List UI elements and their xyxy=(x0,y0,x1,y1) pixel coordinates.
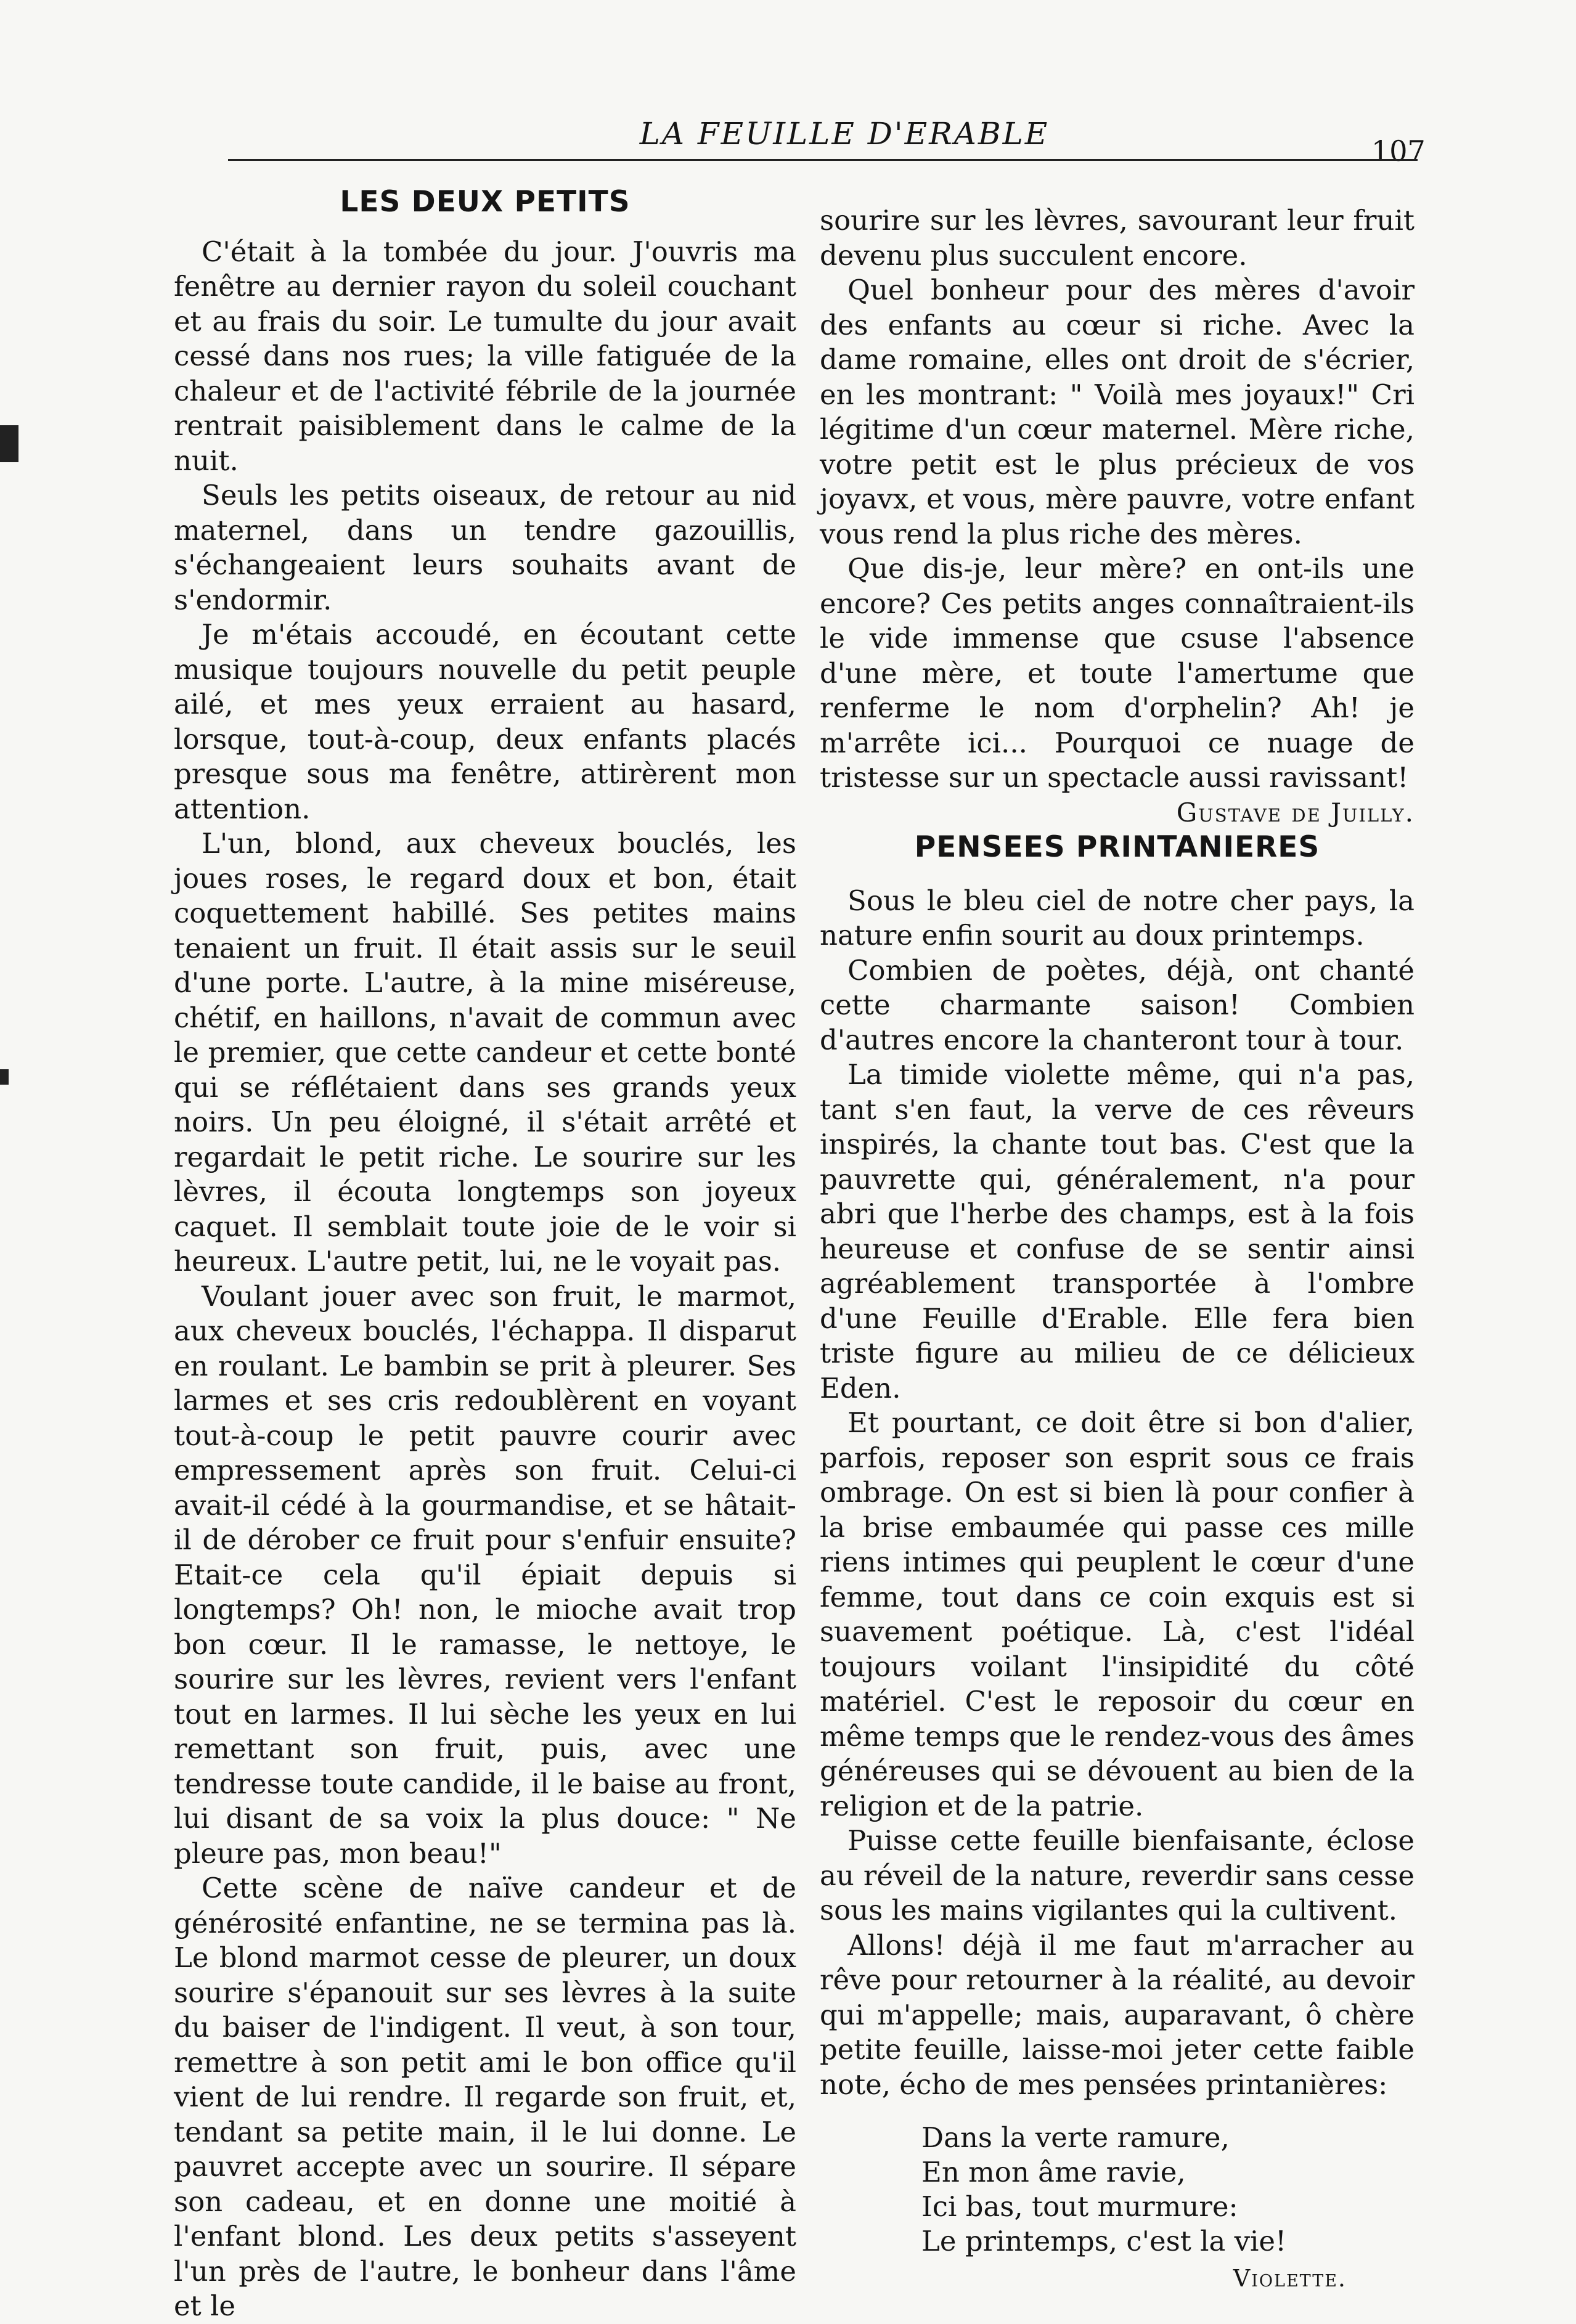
paragraph: Cette scène de naïve candeur et de générosité enfantine, ne se termina pas là. Le blond marmot cesse de pleurer, un doux sourire s'épanouit sur ses lèvres à la suite du baiser de l'indigent. Il veut, à son tour, remettre à son petit ami le bon office qu'il vient de lui rendre. Il regarde son fruit, et, tendant sa petite main, il le lui donne. Le pauvret accepte avec un sourire. Il sépare son cadeau, et en donne une moitié à l'enfant blond. Les deux petits s'asseyent l'un près de l'autre, le bonheur dans l'âme et le xyxy=(174,1872,796,2322)
paragraph: Allons! déjà il me faut m'arracher au rêve pour retourner à la réalité, au devoir qui m'appelle; mais, auparavant, ô chère petite feuille, laisse-moi jeter cette faible note, écho de mes pensées printanières: xyxy=(820,1928,1415,2101)
author-signature: Violette. xyxy=(1233,2265,1347,2292)
paragraph: C'était à la tombée du jour. J'ouvris ma fenêtre au dernier rayon du soleil couchant et au frais du soir. Le tumulte du jour avait cessé dans nos rues; la ville fatiguée de la chaleur et de l'activité fébrile de la journée rentrait paisiblement dans le calme de la nuit. xyxy=(174,235,796,477)
left-column xyxy=(174,185,796,2324)
poem xyxy=(921,2121,1415,2259)
journal-title: LA FEUILLE D'ERABLE xyxy=(639,116,1050,152)
article-title: LES DEUX PETITS xyxy=(340,185,631,219)
right-column xyxy=(820,203,1415,2296)
paragraph: Quel bonheur pour des mères d'avoir des enfants au cœur si riche. Avec la dame romaine, elles ont droit de s'écrier, en les montrant: " Voilà mes joyaux!" Cri légitime d'un cœur maternel. Mère riche, votre petit est le plus précieux de vos joyavx, et vous, mère pauvre, votre enfant vous rend la plus riche des mères. xyxy=(820,274,1415,550)
poem-line: Dans la verte ramure, xyxy=(921,2121,1230,2154)
poem-line: Ici bas, tout murmure: xyxy=(921,2190,1238,2223)
header-rule xyxy=(228,159,1418,161)
paragraph: La timide violette même, qui n'a pas, tant s'en faut, la verve de ces rêveurs inspirés, la chante tout bas. C'est que la pauvrette qui, généralement, n'a pour abri que l'herbe des champs, est à la fois heureuse et confuse de se sentir ainsi agréablement transportée à l'ombre d'une Feuille d'Erable. Elle fera bien triste figure au milieu de ce délicieux Eden. xyxy=(820,1058,1415,1405)
paragraph: Sous le bleu ciel de notre cher pays, la nature enfin sourit au doux printemps. xyxy=(820,884,1415,952)
paragraph: Voulant jouer avec son fruit, le marmot, aux cheveux bouclés, l'échappa. Il disparut en roulant. Le bambin se prit à pleurer. Ses larmes et ses cris redoublèrent en voyant tout-à-coup le petit pauvre courir avec empressement après son fruit. Celui-ci avait-il cédé à la gourmandise, et se hâtait-il de dérober ce fruit pour s'enfuir ensuite? Etait-ce cela qu'il épiait depuis si longtemps? Oh! non, le mioche avait trop bon cœur. Il le ramasse, le nettoye, le sourire sur les lèvres, revient vers l'enfant tout en larmes. Il lui sèche les yeux en lui remettant son fruit, puis, avec une tendresse toute candide, il le baise au front, lui disant de sa voix la plus douce: " Ne pleure pas, mon beau!" xyxy=(174,1279,796,1870)
paragraph: Puisse cette feuille bienfaisante, éclose au réveil de la nature, reverdir sans cesse sous les mains vigilantes qui la cultivent. xyxy=(820,1824,1415,1926)
margin-mark xyxy=(0,425,18,462)
article-title: PENSEES PRINTANIERES xyxy=(914,830,1320,864)
poem-line: En mon âme ravie, xyxy=(921,2156,1186,2188)
poem-line: Le printemps, c'est la vie! xyxy=(921,2225,1287,2257)
paragraph xyxy=(820,552,1415,828)
author-signature: Gustave de Juilly. xyxy=(1176,797,1415,828)
paragraph: Seuls les petits oiseaux, de retour au nid maternel, dans un tendre gazouillis, s'échangeaient leurs souhaits avant de s'endormir. xyxy=(174,479,796,616)
margin-mark xyxy=(0,1069,9,1085)
page-number: 107 xyxy=(1371,134,1426,168)
paragraph: sourire sur les lèvres, savourant leur fruit devenu plus succulent encore. xyxy=(820,204,1415,272)
paragraph: Et pourtant, ce doit être si bon d'alier, parfois, reposer son esprit sous ce frais ombrage. On est si bien là pour confier à la brise embaumée qui passe ces mille riens intimes qui peuplent le cœur d'une femme, tout dans ce coin exquis est si suavement poétique. Là, c'est l'idéal toujours voilant l'insipidité du côté matériel. C'est le reposoir du cœur en même temps que le rendez-vous des âmes généreuses qui se dévouent au bien de la religion et de la patrie. xyxy=(820,1406,1415,1822)
paragraph: Combien de poètes, déjà, ont chanté cette charmante saison! Combien d'autres encore la chanteront tour à tour. xyxy=(820,953,1415,1056)
paragraph: Je m'étais accoudé, en écoutant cette musique toujours nouvelle du petit peuple ailé, et mes yeux erraient au hasard, lorsque, tout-à-coup, deux enfants placés presque sous ma fenêtre, attirèrent mon attention. xyxy=(174,618,796,825)
paragraph: L'un, blond, aux cheveux bouclés, les joues roses, le regard doux et bon, était coquettement habillé. Ses petites mains tenaient un fruit. Il était assis sur le seuil d'une porte. L'autre, à la mine miséreuse, chétif, en haillons, n'avait de commun avec le premier, que cette candeur et cette bonté qui se réflétaient dans ses grands yeux noirs. Un peu éloigné, il s'était arrêté et regardait le petit riche. Le sourire sur les lèvres, il écouta longtemps son joyeux caquet. Il semblait toute joie de le voir si heureux. L'autre petit, lui, ne le voyait pas. xyxy=(174,827,796,1278)
paragraph-text: Que dis-je, leur mère? en ont-ils une encore? Ces petits anges connaîtraient-ils le vide immense que csuse l'absence d'une mère, et toute l'amertume que renferme le nom d'orphelin? Ah! je m'arrête ici... Pourquoi ce nuage de tristesse sur un spectacle aussi ravissant! xyxy=(820,552,1415,794)
